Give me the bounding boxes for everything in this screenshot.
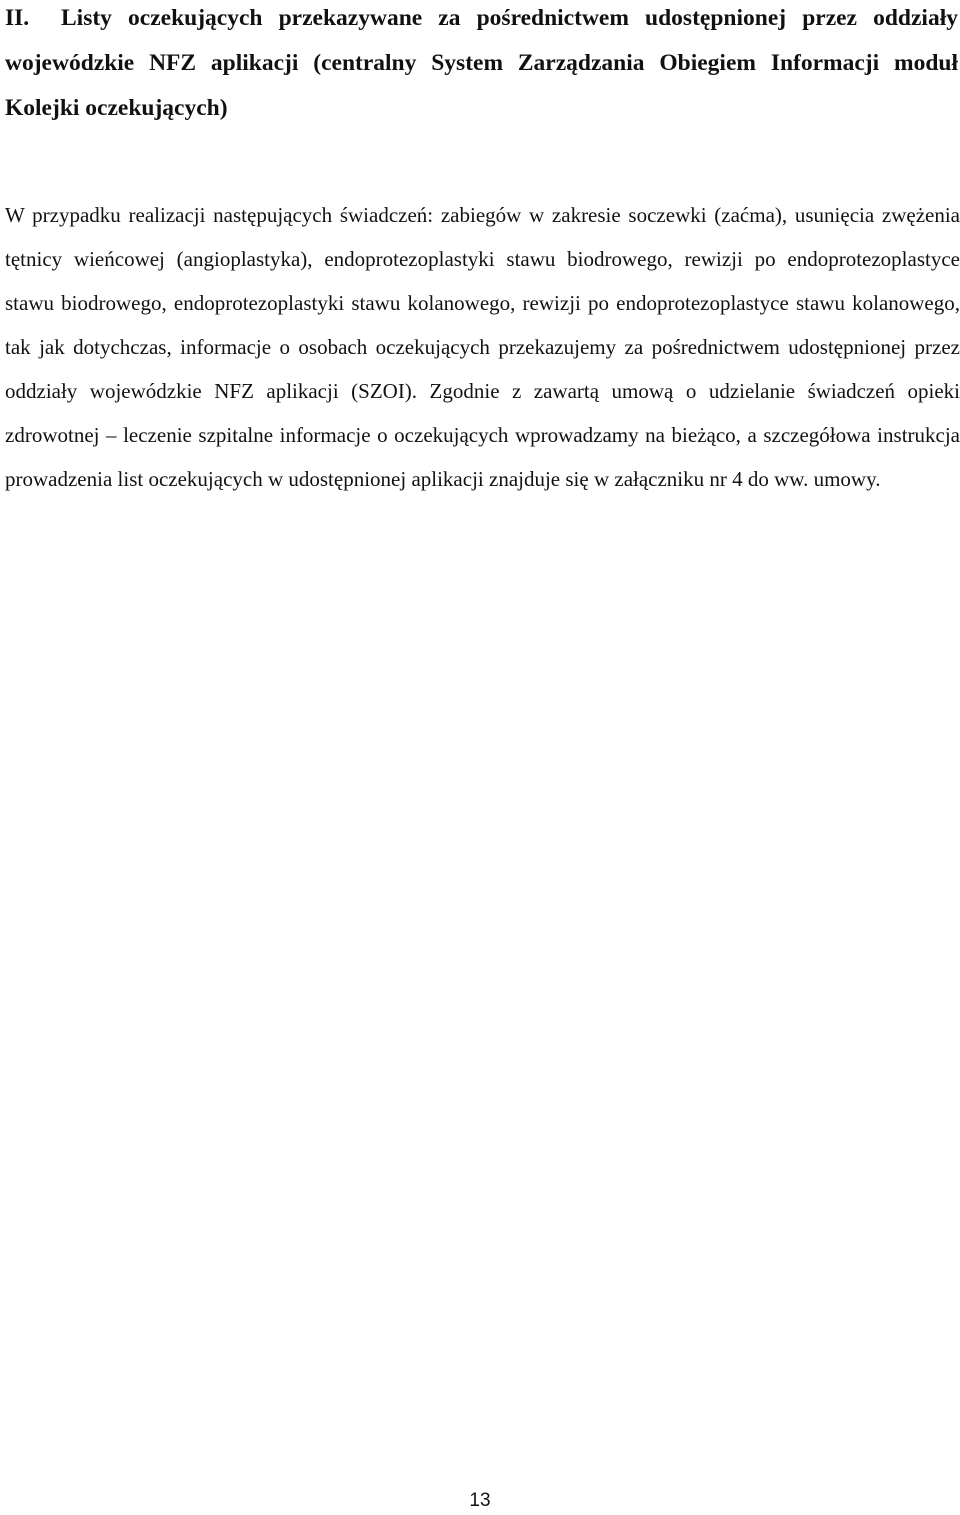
body-paragraph: W przypadku realizacji następujących świadczeń: zabiegów w zakresie soczewki (zaćma), usunięcia zwężenia tętnicy wieńcowej (angioplastyka), endoprotezoplastyki stawu biodrowego, rewizji po endoprotezoplastyce stawu biodrowego, endoprotezoplastyki stawu kolanowego, rewizji po endoprotezoplastyce stawu kolanowego, tak jak dotychczas, informacje o osobach oczekujących przekazujemy za pośrednictwem udostępnionej przez oddziały wojewódzkie NFZ aplikacji (SZOI). Zgodnie z zawartą umową o udzielanie świadczeń opieki zdrowotnej – leczenie szpitalne informacje o oczekujących wprowadzamy na bieżąco, a szczegółowa instrukcja prowadzenia list oczekujących w udostępnionej aplikacji znajduje się w załączniku nr 4 do ww. umowy. — [5, 203, 960, 491]
page-number: 13 — [469, 1490, 491, 1511]
section-title: Listy oczekujących przekazywane za pośrednictwem udostępnionej przez oddziały wojewódzkie NFZ aplikacji (centralny System Zarządzania Obiegiem Informacji moduł Kolejki oczekujących) — [5, 5, 958, 121]
section-number: II. — [5, 5, 30, 31]
section-heading — [5, 0, 958, 131]
